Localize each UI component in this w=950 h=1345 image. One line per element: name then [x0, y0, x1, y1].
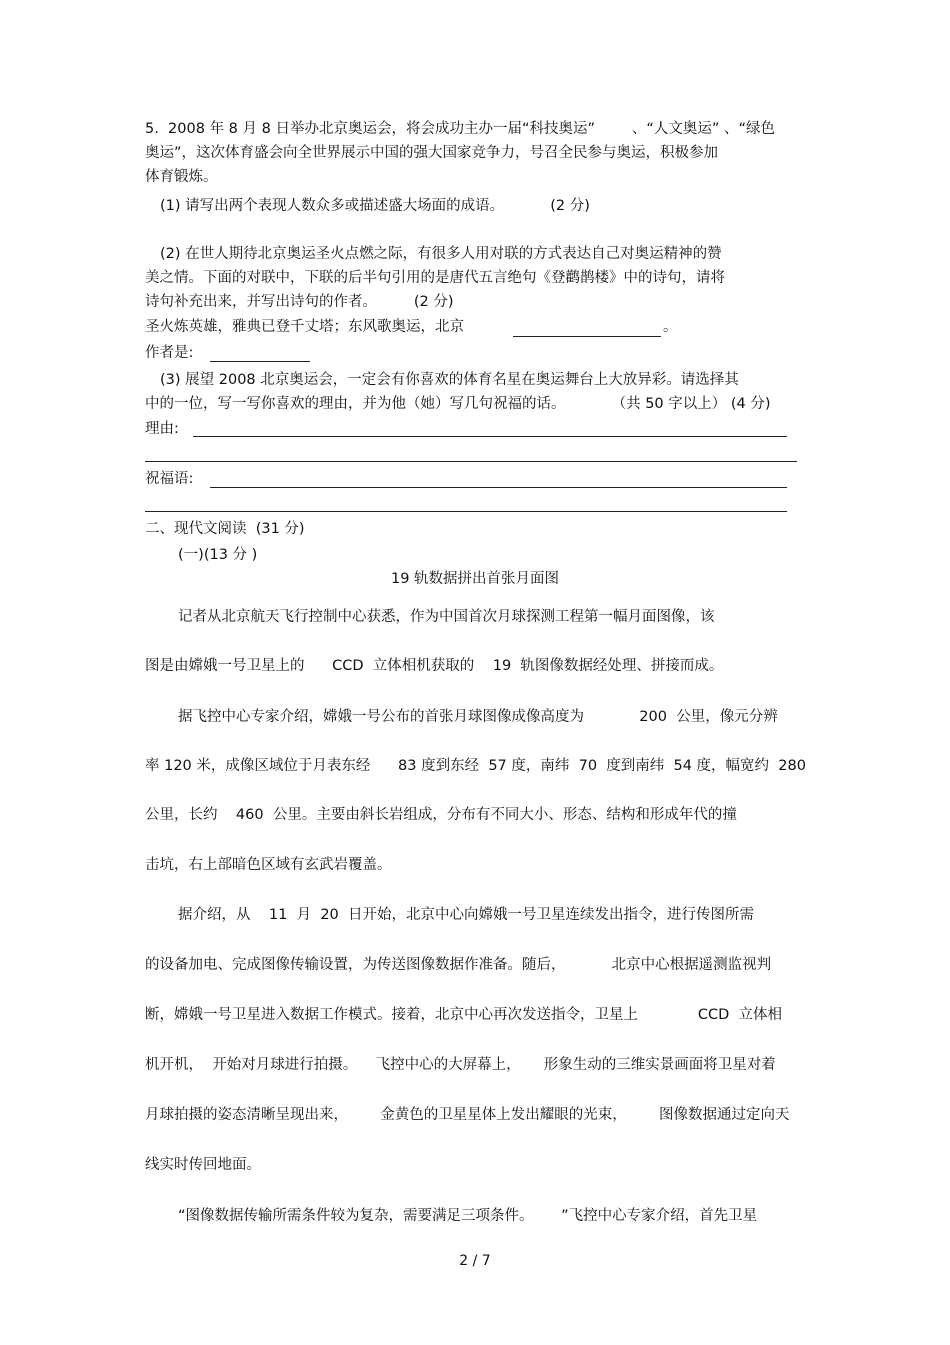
wish-answer-line-2[interactable]	[145, 511, 787, 512]
article-line-6: 击坑，右上部暗色区域有玄武岩覆盖。	[145, 857, 392, 873]
q5-sub2-line-1: (2) 在世人期待北京奥运圣火点燃之际，有很多人用对联的方式表达自己对奥运精神的赞	[160, 246, 722, 262]
couplet-text: 圣火炼英雄，雅典已登千丈塔；东风歌奥运，北京	[145, 319, 464, 335]
article-line-12: 线实时传回地面。	[145, 1157, 261, 1173]
article-line-2: 图是由嫦娥一号卫星上的 CCD 立体相机获取的 19 轨图像数据经处理、拼接而成。	[145, 658, 724, 674]
article-line-4: 率 120 米，成像区域位于月表东经 83 度到东经 57 度，南纬 70 度到南纬 54 度，幅宽约 280	[145, 758, 806, 774]
couplet-answer-blank[interactable]	[513, 336, 661, 337]
q5-sub3-line-2: 中的一位，写一写你喜欢的理由，并为他（她）写几句祝福的话。 （共 50 字以上） (4 分)	[145, 396, 771, 412]
article-line-10: 机开机， 开始对月球进行拍摄。 飞控中心的大屏幕上， 形象生动的三维实景画面将卫星对着	[145, 1057, 776, 1073]
article-line-7: 据介绍，从 11 月 20 日开始，北京中心向嫦娥一号卫星连续发出指令，进行传图所需	[178, 907, 754, 923]
couplet-end-mark: 。	[663, 319, 678, 335]
reason-label: 理由:	[145, 421, 179, 437]
author-label: 作者是:	[145, 345, 194, 361]
section-2-heading: 二、现代文阅读 (31 分)	[145, 521, 305, 537]
article-line-11: 月球拍摄的姿态清晰呈现出来， 金黄色的卫星星体上发出耀眼的光束， 图像数据通过定向天	[145, 1107, 790, 1123]
article-line-13: “图像数据传输所需条件较为复杂，需要满足三项条件。 ”飞控中心专家介绍，首先卫星	[178, 1208, 758, 1224]
reason-answer-line-2[interactable]	[145, 461, 797, 462]
article-line-1: 记者从北京航天飞行控制中心获悉，作为中国首次月球探测工程第一幅月面图像，该	[178, 609, 715, 625]
part-1-heading: (一)(13 分 )	[178, 547, 258, 563]
q5-sub2-line-2: 美之情。下面的对联中，下联的后半句引用的是唐代五言绝句《登鹳鹊楼》中的诗句，请将	[145, 270, 725, 286]
q5-intro-line-2: 奥运”，这次体育盛会向全世界展示中国的强大国家竞争力，号召全民参与奥运，积极参加	[145, 145, 719, 161]
article-line-9: 断，嫦娥一号卫星进入数据工作模式。接着，北京中心再次发送指令，卫星上 CCD 立体相	[145, 1007, 783, 1023]
reason-answer-line-1[interactable]	[193, 436, 787, 437]
wish-label: 祝福语:	[145, 471, 194, 487]
article-line-5: 公里，长约 460 公里。主要由斜长岩组成，分布有不同大小、形态、结构和形成年代的撞	[145, 807, 737, 823]
q5-sub3-line-1: (3) 展望 2008 北京奥运会，一定会有你喜欢的体育名星在奥运舞台上大放异彩。请选择其	[160, 372, 739, 388]
q5-sub2-line-3: 诗句补充出来，并写出诗句的作者。 (2 分)	[145, 294, 454, 310]
q5-intro-line-1: 5. 2008 年 8 月 8 日举办北京奥运会，将会成功主办一届“科技奥运” 、“人文奥运” 、“绿色	[145, 121, 775, 137]
q5-sub1: (1) 请写出两个表现人数众多或描述盛大场面的成语。 (2 分)	[160, 198, 590, 214]
article-title: 19 轨数据拼出首张月面图	[390, 571, 560, 587]
article-line-3: 据飞控中心专家介绍，嫦娥一号公布的首张月球图像成像高度为 200 公里，像元分辨	[178, 709, 778, 725]
article-line-8: 的设备加电、完成图像传输设置，为传送图像数据作准备。随后， 北京中心根据遥测监视判	[145, 957, 772, 973]
page-number: 2 / 7	[459, 1253, 491, 1269]
q5-intro-line-3: 体育锻炼。	[145, 169, 218, 185]
wish-answer-line-1[interactable]	[210, 487, 787, 488]
author-answer-blank[interactable]	[210, 361, 310, 362]
